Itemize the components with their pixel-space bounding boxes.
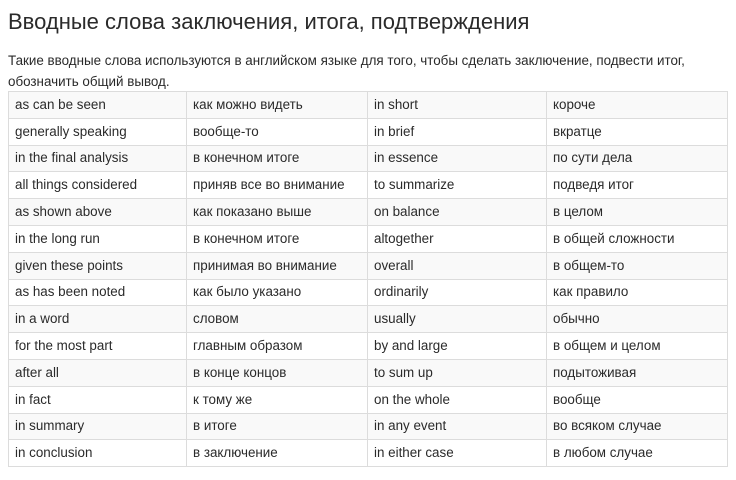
russian-translation-cell: подведя итог xyxy=(547,172,728,199)
table-row xyxy=(9,440,728,467)
english-phrase-cell: all things considered xyxy=(9,172,187,199)
russian-translation-cell: как правило xyxy=(547,279,728,306)
english-phrase-cell: to sum up xyxy=(368,359,547,386)
russian-translation-cell: к тому же xyxy=(187,386,368,413)
table-row xyxy=(9,279,728,306)
english-phrase-cell: in fact xyxy=(9,386,187,413)
russian-translation-cell: в любом случае xyxy=(547,440,728,467)
russian-translation-cell: в общем-то xyxy=(547,252,728,279)
russian-translation-cell: как было указано xyxy=(187,279,368,306)
russian-translation-cell: в конечном итоге xyxy=(187,225,368,252)
russian-translation-cell: как можно видеть xyxy=(187,92,368,119)
table-row xyxy=(9,333,728,360)
russian-translation-cell: вообще-то xyxy=(187,118,368,145)
english-phrase-cell: in the long run xyxy=(9,225,187,252)
table-row xyxy=(9,306,728,333)
english-phrase-cell: in the final analysis xyxy=(9,145,187,172)
english-phrase-cell: in brief xyxy=(368,118,547,145)
russian-translation-cell: в конце концов xyxy=(187,359,368,386)
english-phrase-cell: as has been noted xyxy=(9,279,187,306)
table-row xyxy=(9,92,728,119)
english-phrase-cell: for the most part xyxy=(9,333,187,360)
russian-translation-cell: во всяком случае xyxy=(547,413,728,440)
phrase-table xyxy=(8,91,728,467)
russian-translation-cell: в целом xyxy=(547,199,728,226)
page-title: Вводные слова заключения, итога, подтверждения xyxy=(8,9,530,34)
english-phrase-cell: in summary xyxy=(9,413,187,440)
english-phrase-cell: in any event xyxy=(368,413,547,440)
russian-translation-cell: подытоживая xyxy=(547,359,728,386)
russian-translation-cell: по сути дела xyxy=(547,145,728,172)
english-phrase-cell: altogether xyxy=(368,225,547,252)
english-phrase-cell: overall xyxy=(368,252,547,279)
intro-paragraph: Такие вводные слова используются в английском языке для того, чтобы сделать заключение, подвести итог, обозначить общий вывод. xyxy=(8,53,685,89)
table-row xyxy=(9,386,728,413)
russian-translation-cell: словом xyxy=(187,306,368,333)
table-row xyxy=(9,225,728,252)
english-phrase-cell: usually xyxy=(368,306,547,333)
russian-translation-cell: вообще xyxy=(547,386,728,413)
english-phrase-cell: as shown above xyxy=(9,199,187,226)
english-phrase-cell: given these points xyxy=(9,252,187,279)
table-row xyxy=(9,359,728,386)
english-phrase-cell: on balance xyxy=(368,199,547,226)
english-phrase-cell: in a word xyxy=(9,306,187,333)
russian-translation-cell: обычно xyxy=(547,306,728,333)
english-phrase-cell: generally speaking xyxy=(9,118,187,145)
english-phrase-cell: ordinarily xyxy=(368,279,547,306)
english-phrase-cell: by and large xyxy=(368,333,547,360)
russian-translation-cell: как показано выше xyxy=(187,199,368,226)
english-phrase-cell: after all xyxy=(9,359,187,386)
english-phrase-cell: in conclusion xyxy=(9,440,187,467)
english-phrase-cell: on the whole xyxy=(368,386,547,413)
russian-translation-cell: в итоге xyxy=(187,413,368,440)
english-phrase-cell: as can be seen xyxy=(9,92,187,119)
russian-translation-cell: в заключение xyxy=(187,440,368,467)
russian-translation-cell: в конечном итоге xyxy=(187,145,368,172)
table-row xyxy=(9,413,728,440)
english-phrase-cell: in either case xyxy=(368,440,547,467)
russian-translation-cell: в общей сложности xyxy=(547,225,728,252)
russian-translation-cell: вкратце xyxy=(547,118,728,145)
russian-translation-cell: принимая во внимание xyxy=(187,252,368,279)
russian-translation-cell: короче xyxy=(547,92,728,119)
english-phrase-cell: to summarize xyxy=(368,172,547,199)
phrase-table-body xyxy=(9,92,728,467)
russian-translation-cell: приняв все во внимание xyxy=(187,172,368,199)
russian-translation-cell: главным образом xyxy=(187,333,368,360)
table-row xyxy=(9,252,728,279)
english-phrase-cell: in short xyxy=(368,92,547,119)
table-row xyxy=(9,145,728,172)
table-row xyxy=(9,172,728,199)
table-row xyxy=(9,199,728,226)
english-phrase-cell: in essence xyxy=(368,145,547,172)
table-row xyxy=(9,118,728,145)
russian-translation-cell: в общем и целом xyxy=(547,333,728,360)
